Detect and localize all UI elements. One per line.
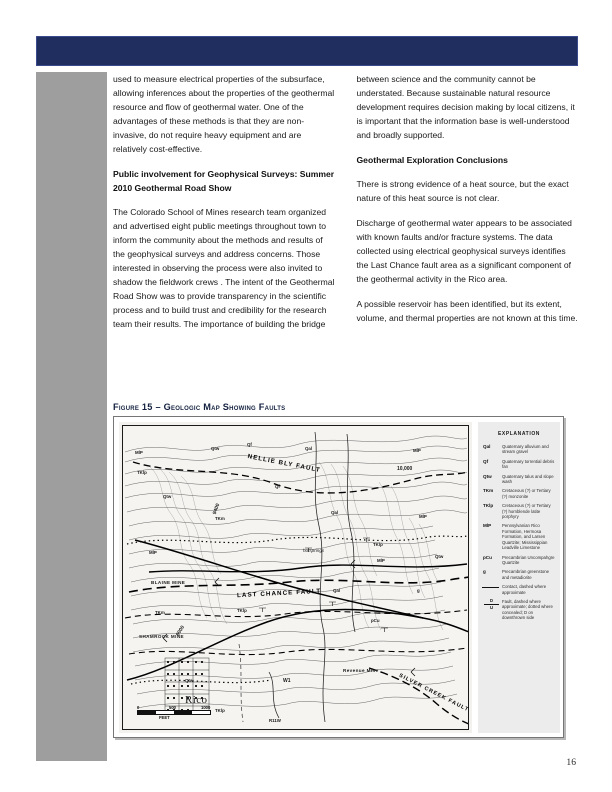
map-unit-pcu: pCu bbox=[371, 618, 380, 623]
legend-entry bbox=[481, 555, 556, 566]
map-label-rico: Rico bbox=[185, 694, 208, 706]
fault-symbol-u: U bbox=[489, 604, 494, 610]
map-label-silver-creek-fault: SILVER CREEK FAULT bbox=[397, 672, 470, 714]
subheading-public-involvement: Public involvement for Geophysical Surveys: Summer 2010 Geothermal Road Show bbox=[113, 169, 335, 193]
map-label-nellie-bly-fault: NELLIE BLY FAULT bbox=[247, 452, 322, 475]
figure-caption: Figure 15 – Geologic Map Showing Faults bbox=[113, 402, 286, 412]
map-unit-qal: Qal bbox=[305, 446, 313, 451]
map-scale-bar bbox=[137, 705, 225, 721]
legend-description: Cretaceous (?) or Tertiary (?) hornblende latite porphyry bbox=[502, 503, 551, 520]
geologic-map-image bbox=[119, 422, 472, 733]
legend-title: EXPLANATION bbox=[497, 431, 541, 437]
paragraph: Discharge of geothermal water appears to be associated with known faults and/or fracture systems. The data collected using electrical geophysical surveys identifies the Last Chance fault area as a significant component of the geothermal activity in the Rico area. bbox=[356, 218, 572, 284]
map-unit-tkm: TKm bbox=[155, 610, 165, 615]
legend-symbol: MlP bbox=[483, 523, 492, 529]
map-unit-mlp: MlP bbox=[377, 558, 385, 563]
map-unit-qtw: Qtw bbox=[185, 678, 194, 683]
map-unit-qtw: Qtw bbox=[211, 446, 220, 451]
map-label-blaine-mine: BLAINE MINE bbox=[151, 580, 186, 585]
legend-entry-fault bbox=[481, 599, 556, 621]
page-side-band bbox=[36, 72, 107, 761]
map-contour-10000: 10,000 bbox=[397, 466, 413, 472]
subheading-exploration-conclusions: Geothermal Exploration Conclusions bbox=[356, 155, 508, 165]
fault-symbol-d: D bbox=[489, 597, 494, 603]
legend-symbol: TKm bbox=[483, 488, 494, 494]
legend-description: Quaternary talus and slope wash bbox=[502, 473, 554, 485]
legend-symbol: Qtw bbox=[483, 473, 492, 479]
map-unit-qtw: Qtw bbox=[163, 494, 172, 499]
legend-description: Precambrian greenstone and metadiorite bbox=[502, 569, 550, 580]
legend-entry bbox=[481, 444, 556, 455]
map-unit-tklp: TKlp bbox=[373, 542, 383, 547]
legend-symbol: Qal bbox=[483, 444, 491, 449]
scale-label-1000: 1000 bbox=[201, 705, 211, 710]
map-label-last-chance-fault: LAST CHANCE FAULT bbox=[236, 587, 322, 600]
legend-symbol: TKlp bbox=[483, 503, 494, 509]
page-body bbox=[113, 72, 578, 331]
map-unit-tklp: TKlp bbox=[137, 470, 147, 475]
map-unit-qtw: Qtw bbox=[435, 554, 444, 559]
left-column bbox=[113, 72, 335, 331]
scale-unit-label: FEET bbox=[159, 715, 170, 720]
legend-description: Pennsylvanian Rico Formation, Hermosa Formation, and Larsen Quartzite; Mississippian Leadville Limestone bbox=[502, 523, 548, 551]
legend-entry bbox=[481, 569, 556, 580]
map-unit-mlp: MlP bbox=[135, 450, 143, 455]
legend-description: Cretaceous (?) or Tertiary (?) monzonite bbox=[502, 488, 551, 499]
map-unit-g: g bbox=[417, 588, 420, 593]
fault-line-icon bbox=[481, 599, 502, 621]
right-column bbox=[357, 72, 579, 325]
scale-label-0: 0 bbox=[137, 705, 140, 710]
map-unit-qf: Qf bbox=[247, 442, 252, 447]
map-contour-9000: 9000 bbox=[175, 624, 187, 638]
map-unit-qal: Qal bbox=[331, 510, 339, 515]
map-grid-ref-w1: W1 bbox=[283, 678, 291, 684]
paragraph: There is strong evidence of a heat source, but the exact nature of this heat source is not clear. bbox=[356, 179, 569, 203]
legend-entry bbox=[481, 459, 556, 470]
map-legend bbox=[478, 422, 560, 733]
figure-image-frame bbox=[113, 416, 564, 738]
legend-entry-contact bbox=[481, 584, 556, 595]
map-label-shamrock-mine: SHAMROCK MINE bbox=[139, 634, 185, 639]
paragraph: used to measure electrical properties of the subsurface, allowing inferences about the properties of the geothermal resource and flow of geothermal water. One of the advantages of these methods is that they are non-invasive, do not require heavy equipment and are relatively cost-effective. bbox=[113, 74, 335, 154]
legend-entry bbox=[481, 474, 556, 485]
page-number: 16 bbox=[566, 757, 576, 768]
legend-description: Quaternary torrential debris fan bbox=[502, 458, 555, 470]
map-unit-tkm: TKm bbox=[215, 516, 225, 521]
page-header-bar bbox=[36, 36, 578, 66]
map-unit-mlp: MlP bbox=[149, 550, 157, 555]
map-unit-qal: Qal bbox=[333, 588, 341, 593]
map-label-revenue-mine: Revenue Mine bbox=[343, 668, 379, 673]
legend-description: Contact, dashed where approximate bbox=[502, 584, 547, 595]
contact-line-icon bbox=[481, 584, 502, 595]
scale-bar-graphic bbox=[137, 710, 211, 715]
map-unit-tklp: TKlp bbox=[237, 608, 247, 613]
paragraph: The Colorado School of Mines research team organized and advertised eight public meetings throughout town to inform the community about the methods and results of the geophysical surveys and address concerns. Those interested in observing the process were also invited to shadow the fieldwork crews . The intent of the Geothermal Road Show was to provide transparency in the scientific process and to build trust and credibility for the research team their results. The importance of building the bridge bbox=[113, 207, 335, 329]
legend-entry-list bbox=[478, 444, 560, 621]
map-unit-qf: Qf bbox=[275, 484, 280, 489]
legend-symbol: pCu bbox=[483, 554, 492, 560]
map-unit-mlp: MlP bbox=[413, 448, 421, 453]
legend-description: Precambrian Uncompahgre Quartzite bbox=[502, 554, 555, 565]
map-grid-ref-r11w: R11W bbox=[269, 718, 281, 723]
map-label-hotsprings: hotsprings bbox=[303, 548, 325, 553]
paragraph: between science and the community cannot be understated. Because sustainable natural resource development requires decision making by local citizens, it is important that the information base is well-understood and broadly supported. bbox=[356, 74, 575, 140]
figure-15 bbox=[113, 402, 578, 738]
legend-entry bbox=[481, 503, 556, 519]
legend-symbol: Qf bbox=[483, 458, 489, 464]
legend-entry bbox=[481, 488, 556, 499]
legend-entry bbox=[481, 523, 556, 550]
scale-label-500: 500 bbox=[169, 705, 176, 710]
map-contour-9400: 9400 bbox=[211, 502, 222, 516]
legend-description: Fault, dashed where approximate; dotted where concealed; D on downthrown side bbox=[502, 598, 553, 621]
paragraph: A possible reservoir has been identified, but its extent, volume, and thermal properties are not known at this time. bbox=[356, 299, 578, 323]
map-unit-tklp: TKlp bbox=[215, 708, 225, 713]
map-unit-mlp: MlP bbox=[419, 514, 427, 519]
legend-symbol: g bbox=[483, 569, 486, 575]
legend-description: Quaternary alluvium and stream gravel bbox=[502, 444, 549, 455]
